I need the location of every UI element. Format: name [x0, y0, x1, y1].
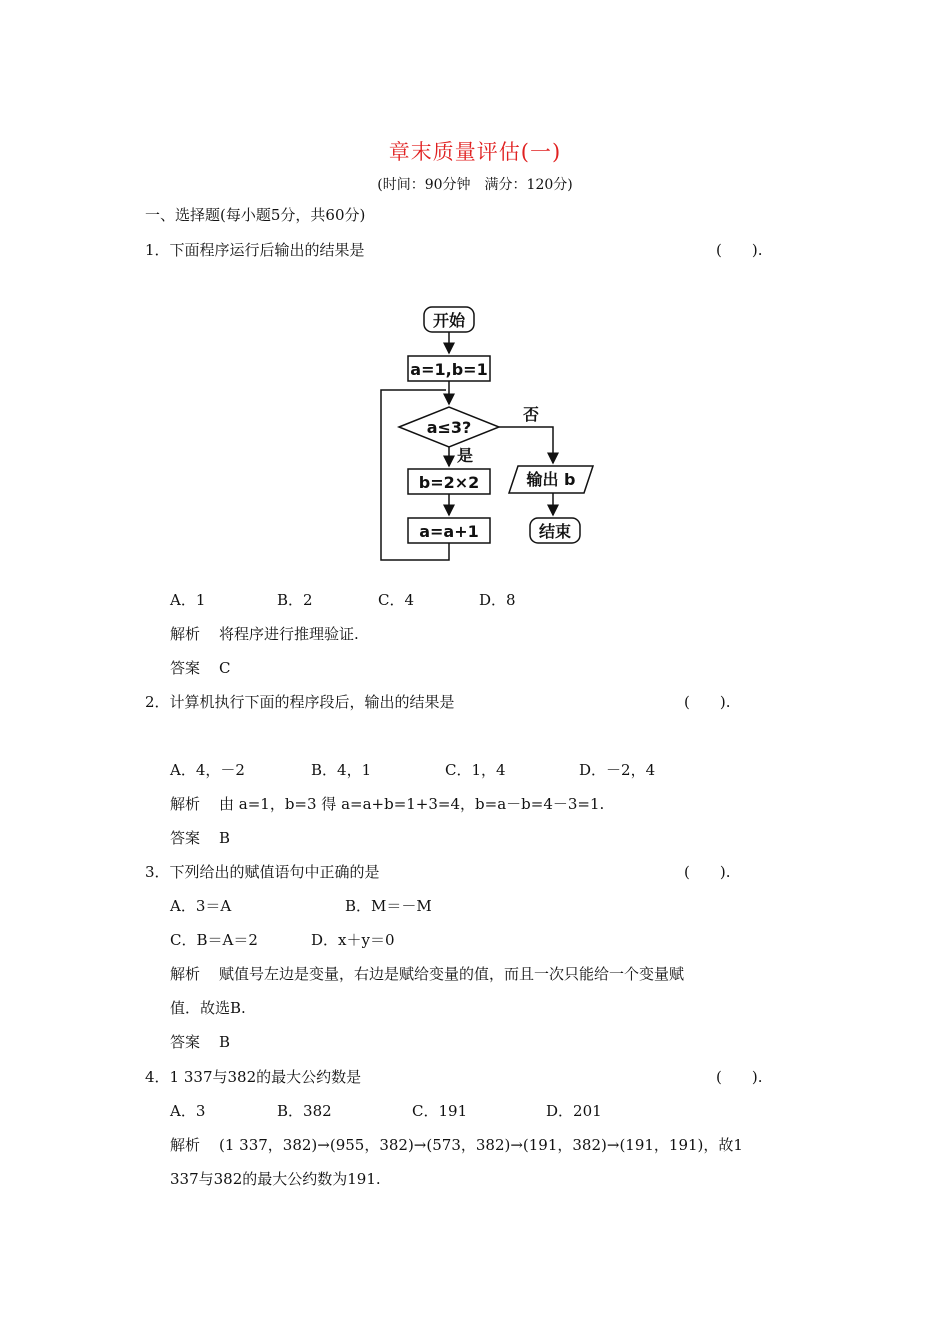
- q3-option-a: A．3＝A: [170, 897, 232, 915]
- q1-answer: C: [219, 659, 231, 677]
- q1-answer-label: 答案: [170, 659, 201, 677]
- q1-option-d: D．8: [479, 591, 516, 609]
- q3-analysis-line2: 值．故选B.: [170, 999, 246, 1017]
- q2-analysis-label: 解析: [170, 795, 201, 813]
- q3-analysis-label: 解析: [170, 965, 201, 983]
- flowchart-step2-label: a=a+1: [419, 522, 479, 541]
- q2-option-d: D．－2，4: [579, 761, 656, 779]
- flowchart-step1-label: b=2×2: [418, 473, 480, 492]
- q2-answer-blank: ( ).: [684, 693, 731, 711]
- q3-analysis-line1: 赋值号左边是变量，右边是赋给变量的值，而且一次只能给一个变量赋: [219, 965, 685, 983]
- q4-option-d: D．201: [546, 1102, 602, 1120]
- page-title: 章末质量评估(一): [388, 140, 562, 164]
- q4-analysis-label: 解析: [170, 1136, 201, 1154]
- flowchart-start-label: 开始: [432, 311, 466, 330]
- q4-option-a: A．3: [170, 1102, 206, 1120]
- q1-stem: 1．下面程序运行后输出的结果是: [145, 241, 365, 259]
- q3-option-b: B．M＝－M: [345, 897, 432, 915]
- q2-option-a: A．4，－2: [170, 761, 245, 779]
- q1-answer-blank: ( ).: [716, 241, 763, 259]
- q2-option-b: B．4，1: [311, 761, 372, 779]
- q3-answer: B: [219, 1033, 231, 1051]
- flowchart-output-label: 输出 b: [526, 470, 576, 489]
- q4-analysis-line1: (1 337，382)→(955，382)→(573，382)→(191，382)→(191，191)，故1: [219, 1136, 743, 1154]
- section-heading: 一、选择题(每小题5分，共60分): [145, 206, 366, 224]
- flowchart-no-label: 否: [522, 405, 540, 424]
- exam-info: (时间：90分钟 满分：120分): [377, 177, 573, 193]
- q1-option-b: B．2: [277, 591, 313, 609]
- q3-option-c: C．B＝A＝2: [170, 931, 258, 949]
- q2-option-c: C．1，4: [445, 761, 506, 779]
- q1-analysis: 将程序进行推理验证.: [219, 625, 359, 643]
- q2-answer: B: [219, 829, 231, 847]
- q4-option-c: C．191: [412, 1102, 468, 1120]
- q1-analysis-label: 解析: [170, 625, 201, 643]
- q3-answer-blank: ( ).: [684, 863, 731, 881]
- q4-option-b: B．382: [277, 1102, 332, 1120]
- flowchart-condition-label: a≤3?: [426, 418, 472, 437]
- q1-option-a: A．1: [170, 591, 206, 609]
- q3-stem: 3．下列给出的赋值语句中正确的是: [145, 863, 380, 881]
- flowchart-init-label: a=1,b=1: [410, 360, 488, 379]
- q4-stem: 4．1 337与382的最大公约数是: [145, 1068, 362, 1086]
- q2-answer-label: 答案: [170, 829, 201, 847]
- q2-analysis: 由 a=1，b=3 得 a=a+b=1+3=4，b=a－b=4－3=1.: [219, 795, 605, 813]
- q3-answer-label: 答案: [170, 1033, 201, 1051]
- q4-analysis-line2: 337与382的最大公约数为191.: [170, 1170, 381, 1188]
- q3-option-d: D．x＋y＝0: [311, 931, 395, 949]
- q4-answer-blank: ( ).: [716, 1068, 763, 1086]
- flowchart-end-label: 结束: [538, 522, 572, 541]
- q2-stem: 2．计算机执行下面的程序段后，输出的结果是: [145, 693, 455, 711]
- q1-option-c: C．4: [378, 591, 415, 609]
- flowchart-yes-label: 是: [456, 446, 474, 465]
